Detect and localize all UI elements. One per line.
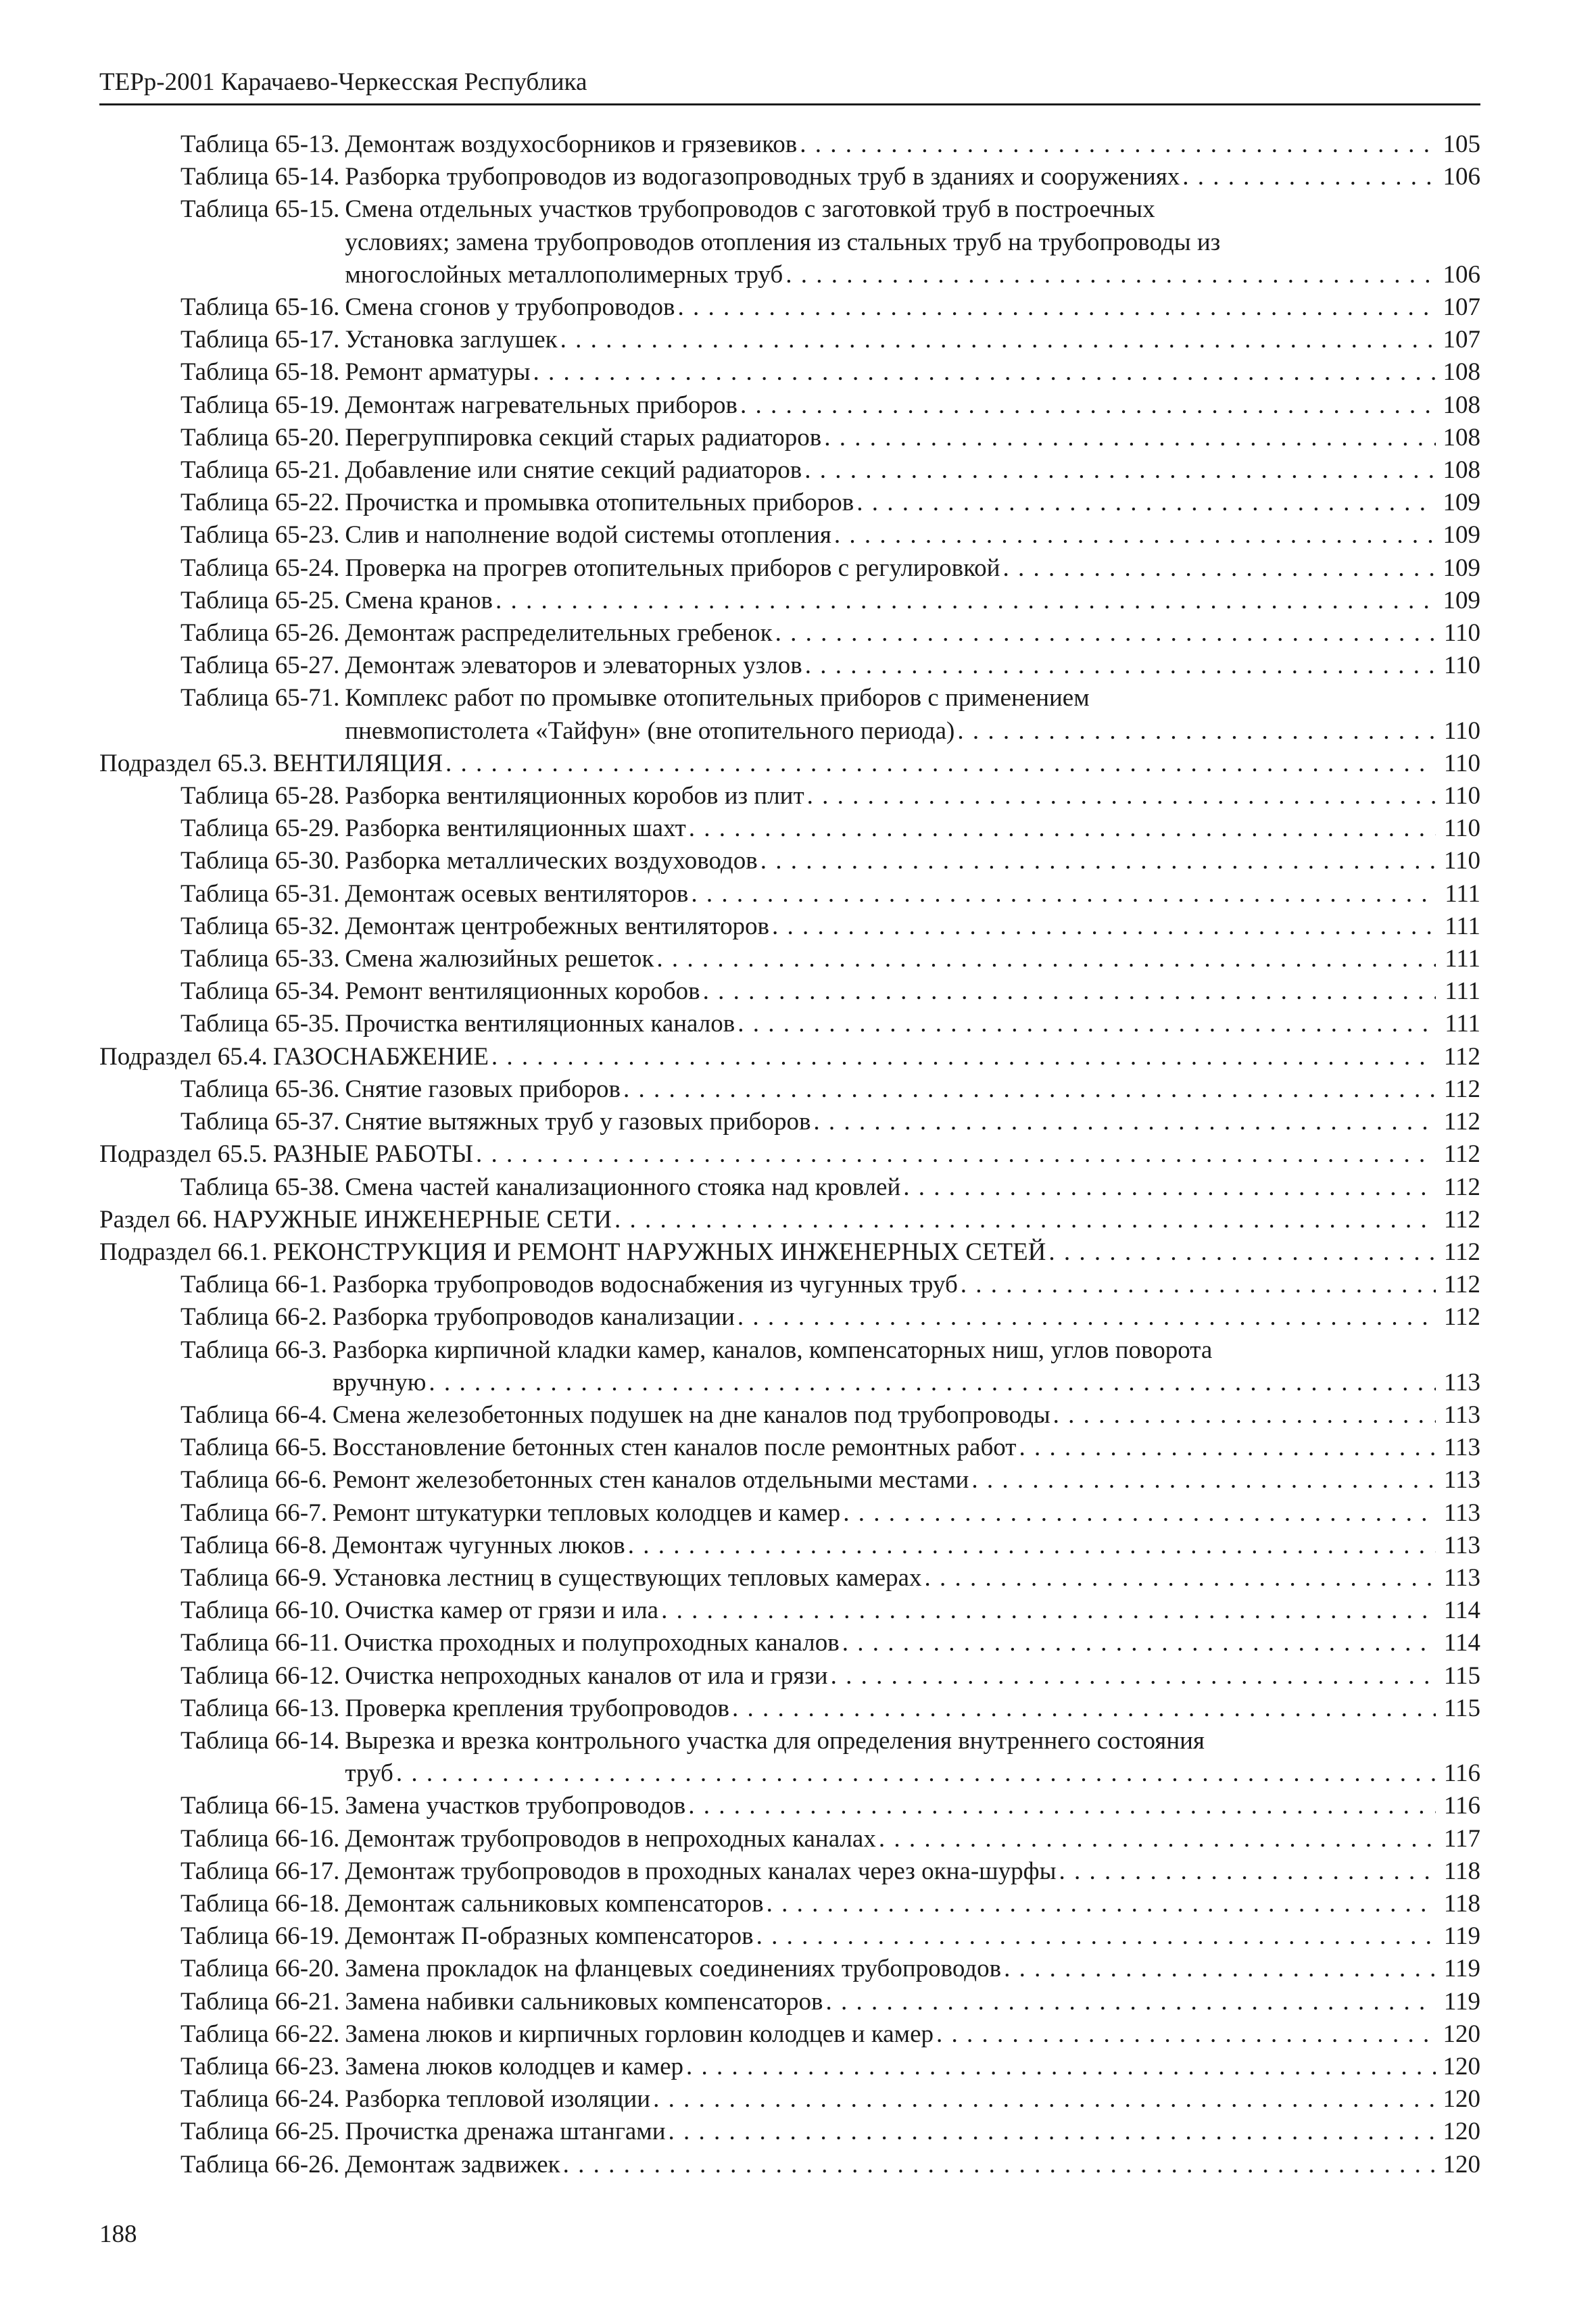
toc-entry-number: Таблица 66-22. (180, 2020, 340, 2048)
toc-entry (99, 1236, 1480, 1269)
toc-entry (99, 1562, 1480, 1594)
dot-leader (840, 1627, 1436, 1659)
toc-entry (99, 1334, 1480, 1399)
dot-leader (969, 1464, 1436, 1496)
dot-leader (828, 1660, 1436, 1692)
dot-leader (675, 291, 1436, 324)
toc-entry-number: Таблица 65-32. (180, 912, 340, 940)
dot-leader (921, 1562, 1436, 1594)
toc-entry-number: Таблица 65-34. (180, 977, 340, 1006)
toc-entry (99, 975, 1480, 1008)
toc-entry-number: Таблица 65-20. (180, 423, 340, 452)
toc-entry-title: РЕКОНСТРУКЦИЯ И РЕМОНТ НАРУЖНЫХ ИНЖЕНЕРНЫХ СЕТЕЙ (272, 1238, 1046, 1266)
toc-entry-number: Таблица 65-13. (180, 130, 340, 158)
page-number: 188 (99, 2220, 137, 2248)
toc-entry-title: Проверка на прогрев отопительных приборов с регулировкой (345, 554, 1000, 582)
toc-entry-page: 110 (1443, 782, 1480, 810)
dot-leader (686, 812, 1436, 845)
toc-entry-number: Таблица 66-24. (180, 2085, 340, 2114)
toc-entry-number: Таблица 65-23. (180, 521, 340, 550)
toc-entry-number: Таблица 66-10. (180, 1597, 340, 1625)
dot-leader (769, 910, 1436, 943)
toc-entry (99, 1660, 1480, 1692)
toc-entry-title: Снятие вытяжных труб у газовых приборов (345, 1108, 811, 1136)
dot-leader (831, 519, 1436, 552)
toc-entry-title: Смена железобетонных подушек на дне каналов под трубопроводы (332, 1400, 1050, 1429)
dot-leader (1056, 1855, 1436, 1888)
toc-entry-number: Подраздел 65.4. (99, 1042, 268, 1071)
toc-entry-title: Замена участков трубопроводов (345, 1792, 686, 1820)
toc-entry-title: Разборка металлических воздуховодов (345, 847, 758, 875)
toc-entry-title: Замена набивки сальниковых компенсаторов (345, 1987, 823, 2016)
toc-entry-page: 110 (1443, 847, 1480, 875)
toc-entry-number: Таблица 66-16. (180, 1824, 340, 1853)
toc-entry-title: ГАЗОСНАБЖЕНИЕ (272, 1042, 489, 1071)
toc-entry (99, 519, 1480, 552)
dot-leader (683, 2051, 1436, 2083)
toc-entry-title: Ремонт штукатурки тепловых колодцев и камер (332, 1498, 841, 1527)
toc-entry-page: 106 (1443, 163, 1480, 191)
toc-entry-page: 112 (1443, 1042, 1480, 1071)
dot-leader (654, 943, 1436, 975)
toc-entry (99, 1106, 1480, 1138)
toc-entry-number: Таблица 66-7. (180, 1498, 327, 1527)
toc-entry-number: Таблица 66-14. (180, 1726, 340, 1755)
toc-entry-title: Разборка трубопроводов канализации (332, 1303, 735, 1332)
toc-entry-page: 115 (1443, 1661, 1480, 1690)
toc-entry-number: Таблица 66-21. (180, 1987, 340, 2016)
toc-entry-title: Демонтаж нагревательных приборов (345, 391, 738, 419)
toc-entry (99, 552, 1480, 585)
toc-entry (99, 1301, 1480, 1334)
dot-leader (934, 2018, 1436, 2051)
toc-entry-title: Разборка трубопроводов водоснабжения из чугунных труб (332, 1271, 958, 1299)
toc-entry (99, 1790, 1480, 1822)
dot-leader (1016, 1432, 1436, 1464)
dot-leader (1001, 1953, 1436, 1985)
toc-entry-title: Демонтаж элеваторов и элеваторных узлов (345, 652, 802, 680)
toc-entry (99, 943, 1480, 975)
toc-entry-title: Установка лестниц в существующих тепловых камерах (332, 1563, 922, 1592)
toc-entry (99, 1953, 1480, 1985)
toc-entry-page: 114 (1443, 1629, 1480, 1657)
toc-entry-number: Таблица 66-3. (180, 1336, 327, 1364)
toc-entry-page: 109 (1443, 521, 1480, 550)
toc-entry-page: 107 (1443, 293, 1480, 322)
dot-leader (473, 1138, 1436, 1171)
toc-entry-page: 112 (1443, 1140, 1480, 1169)
toc-entry (99, 1138, 1480, 1171)
toc-entry (99, 1432, 1480, 1464)
toc-entry-title: Снятие газовых приборов (345, 1075, 621, 1103)
toc-entry-number: Подраздел 65.3. (99, 749, 268, 777)
dot-leader (729, 1692, 1436, 1725)
toc-entry-title: Проверка крепления трубопроводов (345, 1694, 729, 1722)
toc-entry-page: 120 (1443, 2118, 1480, 2146)
dot-leader (1000, 552, 1436, 585)
toc-entry-title: Смена частей канализационного стояка над кровлей (345, 1173, 901, 1201)
toc-entry-number: Таблица 65-17. (180, 326, 340, 354)
toc-entry-page: 113 (1443, 1368, 1480, 1396)
dot-leader (443, 748, 1436, 780)
toc-entry-title: Демонтаж осевых вентиляторов (345, 879, 689, 908)
toc-entry (99, 1986, 1480, 2018)
toc-entry-page: 115 (1443, 1694, 1480, 1722)
toc-entry-page: 111 (1445, 977, 1480, 1006)
toc-entry-title: Демонтаж чугунных люков (332, 1531, 625, 1559)
toc-entry-title: Демонтаж сальниковых компенсаторов (345, 1889, 764, 1918)
toc-entry (99, 910, 1480, 943)
dot-leader (840, 1497, 1436, 1530)
toc-entry-number: Таблица 66-4. (180, 1400, 327, 1429)
toc-entry-number: Таблица 65-21. (180, 456, 340, 485)
toc-entry-number: Таблица 66-9. (180, 1563, 327, 1592)
toc-entry-page: 109 (1443, 554, 1480, 582)
toc-entry-page: 113 (1443, 1434, 1480, 1462)
toc-entry-page: 108 (1443, 423, 1480, 452)
dot-leader (954, 715, 1436, 748)
toc-entry-page: 120 (1443, 2085, 1480, 2114)
toc-entry-page: 120 (1443, 2150, 1480, 2178)
toc-entry-page: 110 (1443, 716, 1480, 745)
toc-entry-page: 109 (1443, 586, 1480, 614)
dot-leader (489, 1041, 1436, 1073)
toc-entry (99, 1692, 1480, 1725)
toc-entry-page: 113 (1443, 1563, 1480, 1592)
toc-entry-title: Ремонт арматуры (345, 358, 531, 387)
toc-entry (99, 878, 1480, 910)
toc-entry-title: Ремонт вентиляционных коробов (345, 977, 700, 1006)
toc-entry-number: Таблица 65-24. (180, 554, 340, 582)
toc-entry (99, 2083, 1480, 2116)
toc-entry (99, 617, 1480, 650)
toc-entry-title: многослойных металлополимерных труб (345, 260, 783, 289)
dot-leader (783, 259, 1436, 291)
toc-entry-title: Демонтаж задвижек (345, 2150, 560, 2178)
dot-leader (758, 845, 1436, 877)
toc-entry-title: Демонтаж трубопроводов в непроходных каналах (345, 1824, 876, 1853)
dot-leader (900, 1171, 1436, 1204)
toc-entry (99, 1073, 1480, 1106)
dot-leader (658, 1594, 1436, 1627)
toc-entry (99, 1399, 1480, 1432)
toc-entry-page: 119 (1443, 1987, 1480, 2016)
toc-entry-number: Таблица 65-15. (180, 195, 340, 224)
toc-entry-page: 105 (1443, 130, 1480, 158)
toc-entry-number: Таблица 65-16. (180, 293, 340, 322)
toc-entry-number: Таблица 65-33. (180, 945, 340, 973)
toc-entry-number: Таблица 65-38. (180, 1173, 340, 1201)
toc-entry (99, 291, 1480, 324)
toc-entry-page: 112 (1443, 1238, 1480, 1266)
toc-entry (99, 422, 1480, 454)
toc-entry-page: 113 (1443, 1498, 1480, 1527)
toc-entry (99, 1594, 1480, 1627)
toc-entry (99, 128, 1480, 161)
toc-entry-title: Разборка вентиляционных шахт (345, 814, 686, 843)
toc-entry-number: Таблица 65-36. (180, 1075, 340, 1103)
toc-entry-page: 113 (1443, 1466, 1480, 1494)
toc-entry (99, 650, 1480, 682)
toc-entry-page: 119 (1443, 1922, 1480, 1951)
toc-entry-page: 118 (1443, 1889, 1480, 1918)
toc-entry (99, 1171, 1480, 1204)
toc-entry-number: Таблица 65-31. (180, 879, 340, 908)
toc-entry-number: Подраздел 65.5. (99, 1140, 268, 1169)
toc-entry (99, 2018, 1480, 2051)
toc-entry (99, 682, 1480, 747)
toc-entry (99, 2116, 1480, 2148)
toc-entry-title: Замена прокладок на фланцевых соединениях трубопроводов (345, 1955, 1002, 1983)
toc-entry (99, 389, 1480, 422)
toc-entry-page: 106 (1443, 260, 1480, 289)
running-header: ТЕРр-2001 Карачаево-Черкесская Республика (99, 68, 587, 96)
toc-entry (99, 1823, 1480, 1855)
dot-leader (1180, 161, 1436, 193)
toc-entry-page: 112 (1443, 1303, 1480, 1332)
toc-entry-number: Таблица 66-17. (180, 1857, 340, 1885)
dot-leader (735, 1301, 1436, 1334)
toc-entry-page: 111 (1445, 879, 1480, 908)
toc-entry-number: Таблица 65-26. (180, 619, 340, 648)
toc-entry-number: Таблица 66-25. (180, 2118, 340, 2146)
toc-entry (99, 780, 1480, 812)
dot-leader (821, 422, 1436, 454)
toc-entry-number: Раздел 66. (99, 1205, 208, 1234)
dot-leader (958, 1269, 1436, 1301)
toc-entry-page: 117 (1443, 1824, 1480, 1853)
toc-entry-number: Таблица 66-26. (180, 2150, 340, 2178)
toc-entry (99, 845, 1480, 877)
toc-entry-page: 112 (1443, 1075, 1480, 1103)
toc-entry-page: 110 (1443, 619, 1480, 648)
toc-entry (99, 1920, 1480, 1953)
toc-entry-title: Демонтаж распределительных гребенок (345, 619, 773, 648)
toc-entry (99, 193, 1480, 291)
toc-entry-number: Таблица 66-6. (180, 1466, 327, 1494)
toc-entry-number: Таблица 66-5. (180, 1434, 327, 1462)
toc-entry-title: РАЗНЫЕ РАБОТЫ (272, 1140, 473, 1169)
toc-entry-number: Таблица 65-14. (180, 163, 340, 191)
toc-entry (99, 1888, 1480, 1920)
toc-entry-title-line: условиях; замена трубопроводов отопления из стальных труб на трубопроводы из (345, 228, 1221, 256)
toc-entry-title: Разборка тепловой изоляции (345, 2085, 651, 2114)
toc-entry-number: Таблица 65-28. (180, 782, 340, 810)
toc-entry (99, 748, 1480, 780)
toc-entry-title-line: Комплекс работ по промывке отопительных приборов с применением (345, 684, 1090, 712)
toc-entry (99, 2051, 1480, 2083)
toc-entry-number: Таблица 66-23. (180, 2052, 340, 2080)
toc-entry-title-line: Вырезка и врезка контрольного участка для определения внутреннего состояния (345, 1726, 1205, 1755)
toc-entry-number: Таблица 65-35. (180, 1010, 340, 1038)
toc-entry-page: 110 (1443, 814, 1480, 843)
toc-entry-title: пневмопистолета «Тайфун» (вне отопительного периода) (345, 716, 955, 745)
toc-entry-page: 112 (1443, 1108, 1480, 1136)
toc-entry-page: 118 (1443, 1857, 1480, 1885)
toc-entry-page: 108 (1443, 391, 1480, 419)
toc-entry (99, 1269, 1480, 1301)
toc-entry-number: Таблица 66-15. (180, 1792, 340, 1820)
toc-entry-title: Прочистка вентиляционных каналов (345, 1010, 735, 1038)
toc-entry-title: Очистка камер от грязи и ила (345, 1597, 659, 1625)
dot-leader (802, 650, 1436, 682)
toc-entry-title: Очистка непроходных каналов от ила и грязи (345, 1661, 828, 1690)
toc-entry (99, 812, 1480, 845)
toc-entry-page: 112 (1443, 1205, 1480, 1234)
dot-leader (823, 1986, 1436, 2018)
dot-leader (797, 128, 1436, 161)
toc-entry-page: 113 (1443, 1400, 1480, 1429)
toc-entry-title: Прочистка дренажа штангами (345, 2118, 666, 2146)
toc-entry-page: 111 (1445, 1010, 1480, 1038)
dot-leader (650, 2083, 1436, 2116)
toc-entry-page: 112 (1443, 1271, 1480, 1299)
table-of-contents (99, 128, 1480, 2181)
toc-entry-page: 120 (1443, 2020, 1480, 2048)
dot-leader (876, 1823, 1436, 1855)
toc-entry-number: Таблица 66-13. (180, 1694, 340, 1722)
toc-entry-title: Демонтаж П-образных компенсаторов (345, 1922, 754, 1951)
toc-entry-number: Таблица 66-12. (180, 1661, 340, 1690)
toc-entry-number: Таблица 65-37. (180, 1108, 340, 1136)
toc-entry-page: 107 (1443, 326, 1480, 354)
toc-entry-page: 120 (1443, 2052, 1480, 2080)
dot-leader (754, 1920, 1436, 1953)
dot-leader (737, 389, 1436, 422)
toc-entry-page: 111 (1445, 945, 1480, 973)
toc-entry-number: Таблица 65-18. (180, 358, 340, 387)
toc-entry-title: Ремонт железобетонных стен каналов отдельными местами (332, 1466, 969, 1494)
toc-entry (99, 1530, 1480, 1562)
dot-leader (625, 1530, 1436, 1562)
toc-entry-title: Перегруппировка секций старых радиаторов (345, 423, 822, 452)
toc-entry-title: Замена люков и кирпичных горловин колодцев и камер (345, 2020, 934, 2048)
toc-entry-number: Таблица 66-20. (180, 1955, 340, 1983)
toc-entry-page: 111 (1445, 912, 1480, 940)
toc-entry (99, 1204, 1480, 1236)
toc-entry-title: Добавление или снятие секций радиаторов (345, 456, 802, 485)
toc-entry-title: Восстановление бетонных стен каналов после ремонтных работ (332, 1434, 1017, 1462)
toc-entry (99, 324, 1480, 356)
dot-leader (621, 1073, 1436, 1106)
toc-entry (99, 1041, 1480, 1073)
toc-entry-title: Очистка проходных и полупроходных каналов (343, 1629, 840, 1657)
toc-entry-page: 110 (1443, 652, 1480, 680)
toc-entry-title: Демонтаж центробежных вентиляторов (345, 912, 769, 940)
dot-leader (685, 1790, 1436, 1822)
dot-leader (804, 780, 1436, 812)
toc-entry-title: Смена кранов (345, 586, 493, 614)
dot-leader (531, 356, 1436, 389)
toc-entry (99, 1008, 1480, 1040)
toc-entry-page: 113 (1443, 1531, 1480, 1559)
toc-entry-number: Таблица 66-19. (180, 1922, 340, 1951)
toc-entry-page: 109 (1443, 489, 1480, 517)
toc-entry (99, 585, 1480, 617)
toc-entry-number: Таблица 65-29. (180, 814, 340, 843)
toc-entry-title: Смена сгонов у трубопроводов (345, 293, 675, 322)
toc-entry-page: 112 (1443, 1173, 1480, 1201)
toc-entry-title-line: Смена отдельных участков трубопроводов с заготовкой труб в построечных (345, 195, 1155, 224)
toc-entry-number: Таблица 66-2. (180, 1303, 327, 1332)
dot-leader (560, 2149, 1436, 2181)
toc-entry-title: труб (345, 1759, 393, 1788)
dot-leader (393, 1757, 1436, 1790)
toc-entry-title: Смена жалюзийных решеток (345, 945, 654, 973)
toc-entry-title: Установка заглушек (345, 326, 558, 354)
toc-entry-page: 119 (1443, 1955, 1480, 1983)
toc-entry (99, 1497, 1480, 1530)
toc-entry (99, 454, 1480, 487)
toc-entry-page: 114 (1443, 1597, 1480, 1625)
dot-leader (1050, 1399, 1436, 1432)
toc-entry-number: Подраздел 66.1. (99, 1238, 268, 1266)
toc-entry-title: Замена люков колодцев и камер (345, 2052, 684, 2080)
dot-leader (612, 1204, 1436, 1236)
toc-entry-title: Демонтаж трубопроводов в проходных каналах через окна-шурфы (345, 1857, 1057, 1885)
toc-entry-number: Таблица 66-8. (180, 1531, 327, 1559)
dot-leader (764, 1888, 1436, 1920)
toc-entry (99, 356, 1480, 389)
dot-leader (558, 324, 1436, 356)
toc-entry-page: 116 (1443, 1792, 1480, 1820)
dot-leader (802, 454, 1436, 487)
toc-entry-number: Таблица 66-1. (180, 1271, 327, 1299)
dot-leader (1046, 1236, 1436, 1269)
toc-entry (99, 2149, 1480, 2181)
dot-leader (811, 1106, 1436, 1138)
dot-leader (426, 1367, 1436, 1399)
dot-leader (688, 878, 1436, 910)
toc-entry-number: Таблица 65-25. (180, 586, 340, 614)
toc-entry-number: Таблица 65-71. (180, 684, 340, 712)
toc-entry-title-line: Разборка кирпичной кладки камер, каналов, компенсаторных ниш, углов поворота (332, 1336, 1213, 1364)
dot-leader (666, 2116, 1436, 2148)
toc-entry (99, 161, 1480, 193)
toc-entry-title: Прочистка и промывка отопительных приборов (345, 489, 854, 517)
toc-entry-page: 110 (1443, 749, 1480, 777)
dot-leader (493, 585, 1436, 617)
header-rule (99, 103, 1480, 105)
toc-entry-title: Слив и наполнение водой системы отопления (345, 521, 831, 550)
toc-entry (99, 1464, 1480, 1496)
toc-entry-number: Таблица 65-27. (180, 652, 340, 680)
toc-entry (99, 1627, 1480, 1659)
toc-entry-number: Таблица 65-19. (180, 391, 340, 419)
toc-entry-page: 116 (1443, 1759, 1480, 1788)
toc-entry-number: Таблица 66-11. (180, 1629, 339, 1657)
toc-entry (99, 1855, 1480, 1888)
toc-entry-title: Разборка вентиляционных коробов из плит (345, 782, 804, 810)
dot-leader (735, 1008, 1436, 1040)
toc-entry (99, 1725, 1480, 1790)
toc-entry-title: Разборка трубопроводов из водогазопроводных труб в зданиях и сооружениях (345, 163, 1180, 191)
toc-entry-number: Таблица 65-22. (180, 489, 340, 517)
toc-entry-title: вручную (332, 1368, 427, 1396)
toc-entry-page: 108 (1443, 456, 1480, 485)
toc-entry-number: Таблица 65-30. (180, 847, 340, 875)
toc-entry-title: Демонтаж воздухосборников и грязевиков (345, 130, 798, 158)
dot-leader (854, 487, 1436, 519)
dot-leader (700, 975, 1436, 1008)
toc-entry-title: ВЕНТИЛЯЦИЯ (272, 749, 443, 777)
toc-entry-title: НАРУЖНЫЕ ИНЖЕНЕРНЫЕ СЕТИ (213, 1205, 612, 1234)
toc-entry (99, 487, 1480, 519)
toc-entry-number: Таблица 66-18. (180, 1889, 340, 1918)
toc-entry-page: 108 (1443, 358, 1480, 387)
dot-leader (773, 617, 1436, 650)
